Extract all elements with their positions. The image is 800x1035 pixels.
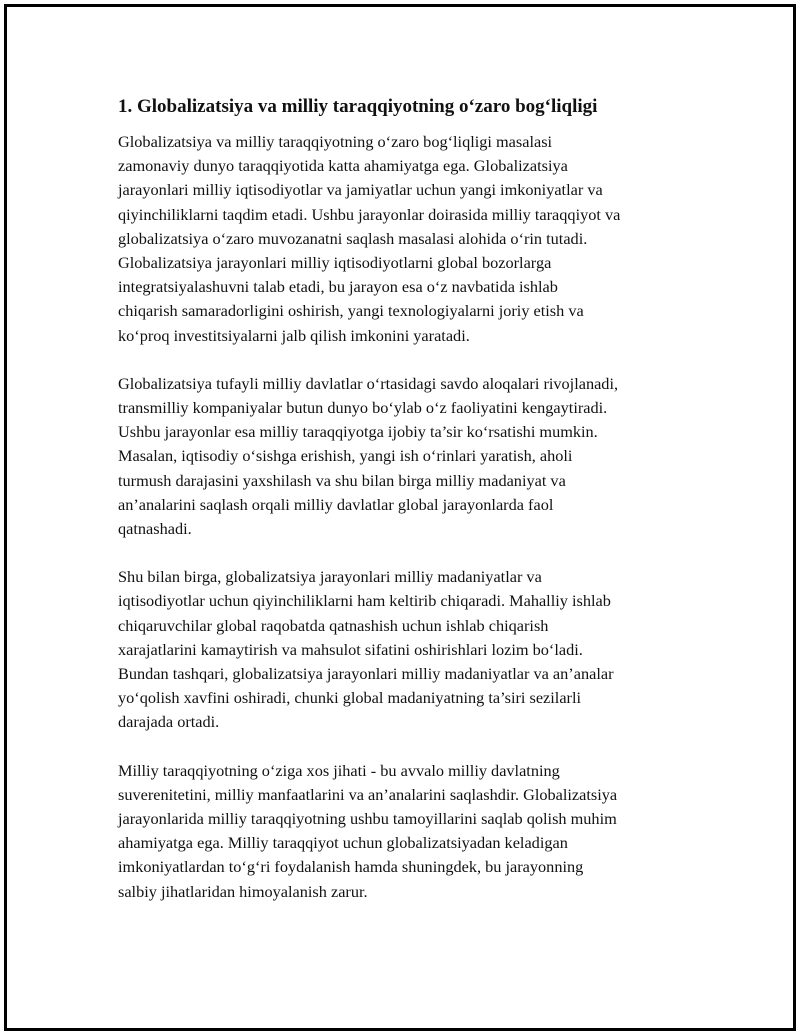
paragraph-line: globalizatsiya o‘zaro muvozanatni saqlash masalasi alohida o‘rin tutadi. [118,228,588,248]
paragraph-line: ko‘proq investitsiyalarni jalb qilish imkonini yaratadi. [118,325,470,345]
paragraph-line: chiqarish samaradorligini oshirish, yangi texnologiyalarni joriy etish va [118,301,584,321]
paragraph-line: turmush darajasini yaxshilash va shu bilan birga milliy madaniyat va [118,470,566,490]
paragraph-line: ahamiyatga ega. Milliy taraqqiyot uchun globalizatsiyadan keladigan [118,833,568,853]
paragraph-line: iqtisodiyotlar uchun qiyinchiliklarni ham keltirib chiqaradi. Mahalliy ishlab [118,591,611,611]
paragraph-line: integratsiyalashuvni talab etadi, bu jarayon esa o‘z navbatida ishlab [118,277,558,297]
paragraph-line: yo‘qolish xavfini oshiradi, chunki global madaniyatning ta’siri sezilarli [118,688,582,708]
paragraph-3 [118,565,698,734]
document-body [118,94,698,928]
paragraph-line: Globalizatsiya jarayonlari milliy iqtisodiyotlarni global bozorlarga [118,253,552,273]
paragraph-line: qiyinchiliklarni taqdim etadi. Ushbu jarayonlar doirasida milliy taraqqiyot va [118,204,621,224]
paragraph-line: darajada ortadi. [118,712,220,732]
paragraph-line: chiqaruvchilar global raqobatda qatnashish uchun ishlab chiqarish [118,615,549,635]
paragraph-line: Ushbu jarayonlar esa milliy taraqqiyotga ijobiy ta’sir ko‘rsatishi mumkin. [118,422,598,442]
paragraph-line: Shu bilan birga, globalizatsiya jarayonlari milliy madaniyatlar va [118,567,542,587]
paragraph-line: suverenitetini, milliy manfaatlarini va an’analarini saqlashdir. Globalizatsiya [118,784,618,804]
paragraph-4 [118,759,698,904]
paragraph-line: jarayonlarida milliy taraqqiyotning ushbu tamoyillarini saqlab qolish muhim [118,809,617,829]
paragraph-line: transmilliy kompaniyalar butun dunyo bo‘ylab o‘z faoliyatini kengaytiradi. [118,398,608,418]
paragraph-line: an’analarini saqlash orqali milliy davlatlar global jarayonlarda faol [118,494,554,514]
paragraph-line: Globalizatsiya tufayli milliy davlatlar o‘rtasidagi savdo aloqalari rivojlanadi, [118,373,619,393]
paragraph-line: Bundan tashqari, globalizatsiya jarayonlari milliy madaniyatlar va an’analar [118,664,614,684]
paragraph-2 [118,372,698,541]
section-heading: 1. Globalizatsiya va milliy taraqqiyotning o‘zaro bog‘liqligi [118,96,598,117]
paragraph-line: salbiy jihatlaridan himoyalanish zarur. [118,881,368,901]
paragraph-line: Masalan, iqtisodiy o‘sishga erishish, yangi ish o‘rinlari yaratish, aholi [118,446,573,466]
paragraph-line: jarayonlari milliy iqtisodiyotlar va jamiyatlar uchun yangi imkoniyatlar va [118,180,603,200]
paragraph-line: imkoniyatlardan to‘g‘ri foydalanish hamda shuningdek, bu jarayonning [118,857,584,877]
paragraph-line: xarajatlarini kamaytirish va mahsulot sifatini oshirishlari lozim bo‘ladi. [118,639,583,659]
paragraph-1 [118,130,698,348]
paragraph-line: qatnashadi. [118,519,192,539]
paragraph-line: Milliy taraqqiyotning o‘ziga xos jihati - bu avvalo milliy davlatning [118,760,560,780]
paragraph-line: Globalizatsiya va milliy taraqqiyotning o‘zaro bog‘liqligi masalasi [118,132,553,151]
paragraph-line: zamonaviy dunyo taraqqiyotida katta ahamiyatga ega. Globalizatsiya [118,156,568,176]
